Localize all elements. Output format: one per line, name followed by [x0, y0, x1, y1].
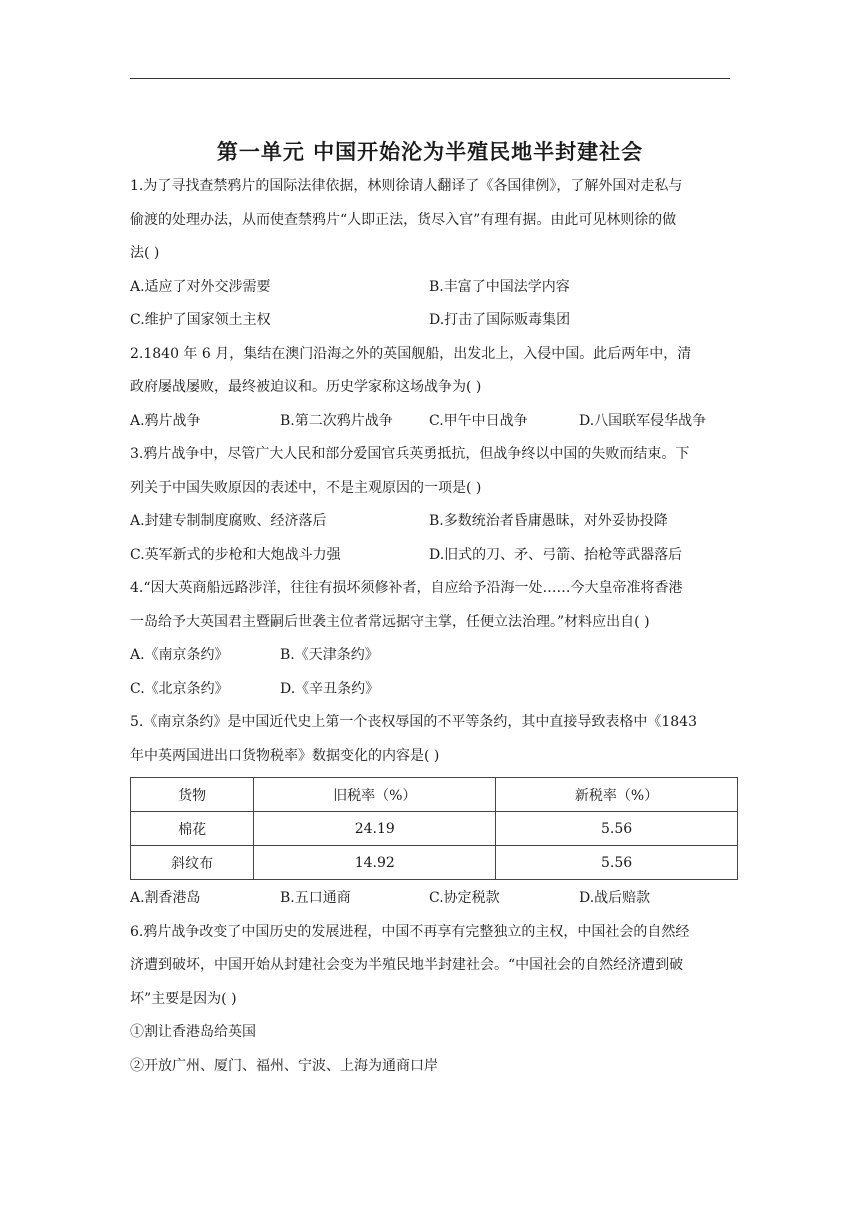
- option-d[interactable]: D.《辛丑条约》: [280, 680, 380, 697]
- question-text-line: 法( ): [130, 245, 160, 261]
- table-cell: 24.19: [254, 812, 496, 846]
- table-header-cell: 新税率（%）: [496, 778, 738, 812]
- question-1: [130, 170, 738, 338]
- options-row: [130, 673, 738, 707]
- table-cell: 斜纹布: [131, 846, 254, 880]
- question-3: [130, 438, 738, 572]
- tax-rate-table: [130, 777, 738, 880]
- header-rule: [130, 78, 730, 79]
- question-text-line: 年中英两国进出口货物税率》数据变化的内容是( ): [130, 747, 440, 764]
- option-c[interactable]: C.协定税款: [429, 890, 500, 906]
- option-a[interactable]: A.鸦片战争: [130, 412, 201, 429]
- question-2: [130, 338, 738, 439]
- option-a[interactable]: A.割香港岛: [130, 890, 201, 906]
- option-c[interactable]: C.维护了国家领土主权: [130, 312, 271, 328]
- question-text-line: 5.《南京条约》是中国近代史上第一个丧权辱国的不平等条约，其中直接导致表格中《1843: [130, 714, 697, 730]
- question-4: [130, 572, 738, 706]
- options-row: [130, 882, 738, 916]
- statement-item: ②开放广州、厦门、福州、宁波、上海为通商口岸: [130, 1057, 438, 1074]
- option-b[interactable]: B.五口通商: [280, 890, 351, 906]
- table-header-cell: 旧税率（%）: [254, 778, 496, 812]
- option-b[interactable]: B.第二次鸦片战争: [280, 412, 393, 429]
- option-d[interactable]: D.战后赔款: [579, 890, 651, 906]
- option-c[interactable]: C.《北京条约》: [130, 680, 229, 697]
- options-row: [130, 271, 738, 305]
- option-d[interactable]: D.八国联军侵华战争: [579, 412, 707, 429]
- table-cell: 14.92: [254, 846, 496, 880]
- option-c[interactable]: C.英军新式的步枪和大炮战斗力强: [130, 546, 341, 563]
- question-text-line: 列关于中国失败原因的表述中，不是主观原因的一项是( ): [130, 479, 482, 496]
- options-row: [130, 505, 738, 539]
- table-cell: 5.56: [496, 812, 738, 846]
- table-header-cell: 货物: [131, 778, 254, 812]
- question-text-line: 2.1840 年 6 月，集结在澳门沿海之外的英国舰船，出发北上，入侵中国。此后两年中，清: [130, 345, 692, 362]
- table-row: [131, 846, 738, 880]
- question-5: [130, 706, 738, 916]
- option-a[interactable]: A.封建专制制度腐败、经济落后: [130, 513, 327, 529]
- page-title: 第一单元 中国开始沦为半殖民地半封建社会: [216, 139, 644, 164]
- option-b[interactable]: B.多数统治者昏庸愚昧，对外妥协投降: [429, 513, 668, 529]
- option-a[interactable]: A.《南京条约》: [130, 647, 229, 663]
- table-cell: 棉花: [131, 812, 254, 846]
- question-6: [130, 916, 738, 1084]
- options-row: [130, 304, 738, 338]
- question-text-line: 政府屡战屡败，最终被迫议和。历史学家称这场战争为( ): [130, 379, 482, 395]
- question-text-line: 4.“因大英商船远路涉洋，往往有损坏须修补者，自应给予沿海一处……今大皇帝准将香港: [130, 580, 683, 596]
- option-d[interactable]: D.打击了国际贩毒集团: [429, 312, 571, 328]
- question-text-line: 6.鸦片战争改变了中国历史的发展进程，中国不再享有完整独立的主权，中国社会的自然经: [130, 923, 690, 940]
- options-row: [130, 639, 738, 673]
- options-row: [130, 539, 738, 573]
- option-b[interactable]: B.《天津条约》: [280, 647, 379, 663]
- table-cell: 5.56: [496, 846, 738, 880]
- statement-item: ①割让香港岛给英国: [130, 1024, 256, 1040]
- question-text-line: 济遭到破坏，中国开始从封建社会变为半殖民地半封建社会。“中国社会的自然经济遭到破: [130, 957, 684, 973]
- options-row: [130, 405, 738, 439]
- question-text-line: 一岛给予大英国君主暨嗣后世袭主位者常远据守主掌，任便立法治理。”材料应出自( ): [130, 613, 650, 630]
- option-b[interactable]: B.丰富了中国法学内容: [429, 278, 570, 295]
- option-a[interactable]: A.适应了对外交涉需要: [130, 278, 271, 295]
- option-d[interactable]: D.旧式的刀、矛、弓箭、抬枪等武器落后: [429, 546, 683, 563]
- question-text-line: 坏”主要是因为( ): [130, 990, 237, 1007]
- question-text-line: 偷渡的处理办法，从而使查禁鸦片“人即正法，货尽入官”有理有据。由此可见林则徐的做: [130, 211, 677, 228]
- table-row: [131, 812, 738, 846]
- question-text-line: 3.鸦片战争中，尽管广大人民和部分爱国官兵英勇抵抗，但战争终以中国的失败而结束。下: [130, 446, 690, 462]
- table-header-row: [131, 778, 738, 812]
- question-list: [130, 170, 738, 1083]
- option-c[interactable]: C.甲午中日战争: [429, 412, 528, 429]
- question-text-line: 1.为了寻找查禁鸦片的国际法律依据，林则徐请人翻译了《各国律例》，了解外国对走私与: [130, 178, 683, 194]
